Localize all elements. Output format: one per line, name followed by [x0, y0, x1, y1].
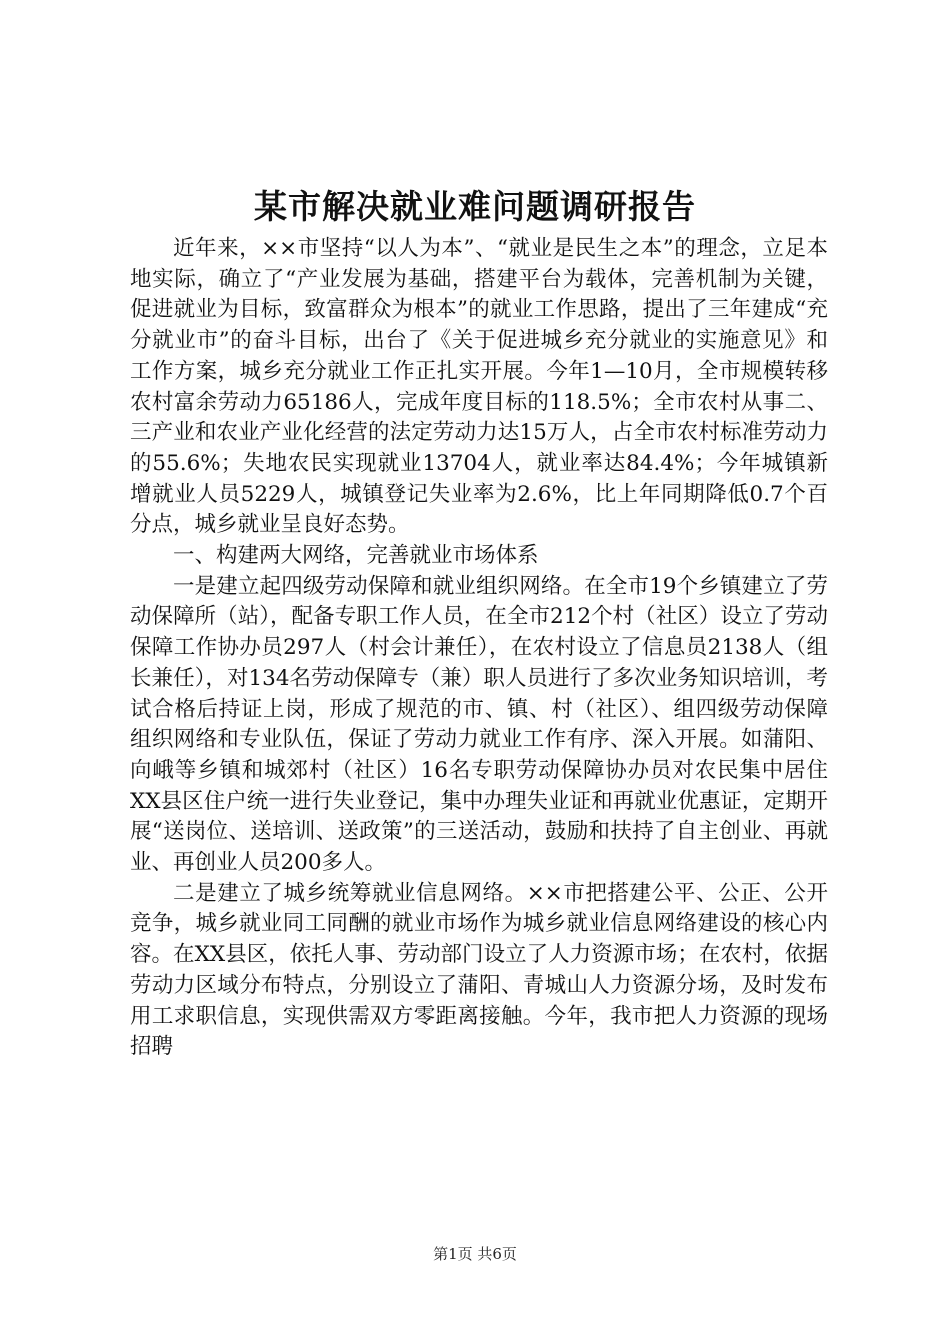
document-body	[130, 234, 828, 1063]
page-number-footer: 第1页 共6页	[433, 1245, 517, 1263]
paragraph-intro: 近年来，××市坚持“以人为本”、“就业是民生之本”的理念，立足本地实际，确立了“产业发展为基础，搭建平台为载体，完善机制为关键，促进就业为目标，致富群众为根本”的就业工作思路，提出了三年建成“充分就业市”的奋斗目标，出台了《关于促进城乡充分就业的实施意见》和工作方案，城乡充分就业工作正扎实开展。今年1—10月，全市规模转移农村富余劳动力65186人，完成年度目标的118.5%；全市农村从事二、三产业和农业产业化经营的法定劳动力达15万人，占全市农村标准劳动力的55.6%；失地农民实现就业13704人，就业率达84.4%；今年城镇新增就业人员5229人，城镇登记失业率为2.6%，比上年同期降低0.7个百分点，城乡就业呈良好态势。	[130, 236, 828, 538]
paragraph-organization-network: 一是建立起四级劳动保障和就业组织网络。在全市19个乡镇建立了劳动保障所（站），配备专职工作人员，在全市212个村（社区）设立了劳动保障工作协办员297人（村会计兼任），在农村设立了信息员2138人（组长兼任），对134名劳动保障专（兼）职人员进行了多次业务知识培训，考试合格后持证上岗，形成了规范的市、镇、村（社区）、组四级劳动保障组织网络和专业队伍，保证了劳动力就业工作有序、深入开展。如蒲阳、向峨等乡镇和城郊村（社区）16名专职劳动保障协办员对农民集中居住XX县区住户统一进行失业登记，集中办理失业证和再就业优惠证，定期开展“送岗位、送培训、送政策”的三送活动，鼓励和扶持了自主创业、再就业、再创业人员200多人。	[130, 573, 828, 876]
paragraph-information-network: 二是建立了城乡统筹就业信息网络。××市把搭建公平、公正、公开竞争，城乡就业同工同酬的就业市场作为城乡就业信息网络建设的核心内容。在XX县区，依托人事、劳动部门设立了人力资源市场；在农村，依据劳动力区域分布特点，分别设立了蒲阳、青城山人力资源分场，及时发布用工求职信息，实现供需双方零距离接触。今年，我市把人力资源的现场招聘	[130, 880, 828, 1060]
section-heading: 一、构建两大网络，完善就业市场体系	[173, 543, 539, 569]
document-title: 某市解决就业难问题调研报告	[254, 187, 696, 226]
